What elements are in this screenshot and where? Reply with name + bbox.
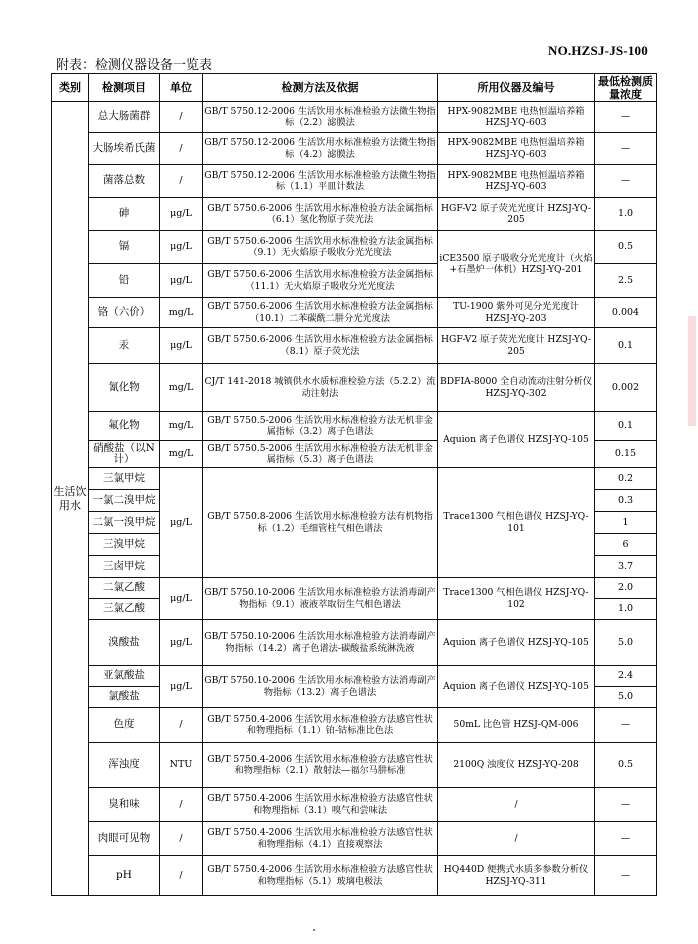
instrument-cell: 50mL 比色管 HZSJ-QM-006 bbox=[438, 708, 595, 743]
item-cell: 汞 bbox=[89, 328, 160, 364]
header-method: 检测方法及依据 bbox=[203, 74, 438, 102]
table-row bbox=[52, 856, 657, 896]
limit-cell: 1.0 bbox=[595, 198, 657, 231]
item-cell: 大肠埃希氏菌 bbox=[89, 133, 160, 165]
table-row bbox=[52, 743, 657, 788]
item-cell: 铬（六价） bbox=[89, 298, 160, 328]
method-cell: GB/T 5750.12-2006 生活饮用水标准检验方法微生物指标（2.2）滤膜法 bbox=[203, 102, 438, 133]
method-cell: GB/T 5750.8-2006 生活饮用水标准检验方法有机物指标（1.2）毛细管柱气相色谱法 bbox=[203, 468, 438, 578]
method-cell: GB/T 5750.6-2006 生活饮用水标准检验方法金属指标 （10.1）二苯碳酰二肼分光光度法 bbox=[203, 298, 438, 328]
method-cell: GB/T 5750.10-2006 生活饮用水标准检验方法消毒副产物指标（9.1）液液萃取衍生气相色谱法 bbox=[203, 578, 438, 620]
category-cell: 生活饮用水 bbox=[52, 102, 89, 896]
item-cell: 氰化物 bbox=[89, 364, 160, 412]
unit-cell: μg/L bbox=[160, 231, 203, 264]
instrument-cell: HGF-V2 原子荧光光度计 HZSJ-YQ-205 bbox=[438, 198, 595, 231]
scan-mark bbox=[313, 929, 315, 931]
table-row bbox=[52, 364, 657, 412]
unit-cell: mg/L bbox=[160, 412, 203, 441]
item-cell: 肉眼可见物 bbox=[89, 822, 160, 856]
instrument-cell: Trace1300 气相色谱仪 HZSJ-YQ-101 bbox=[438, 468, 595, 578]
instrument-cell: Aquion 离子色谱仪 HZSJ-YQ-105 bbox=[438, 666, 595, 708]
limit-cell: — bbox=[595, 165, 657, 198]
table-row bbox=[52, 298, 657, 328]
instrument-cell: HGF-V2 原子荧光光度计 HZSJ-YQ-205 bbox=[438, 328, 595, 364]
limit-cell: — bbox=[595, 708, 657, 743]
item-cell: 二氯一溴甲烷 bbox=[89, 512, 160, 534]
header-row bbox=[52, 74, 657, 102]
unit-cell: μg/L bbox=[160, 666, 203, 708]
method-cell: GB/T 5750.4-2006 生活饮用水标准检验方法感官性状和物理指标（4.1）直接观察法 bbox=[203, 822, 438, 856]
unit-cell: μg/L bbox=[160, 328, 203, 364]
instrument-cell: / bbox=[438, 822, 595, 856]
seal-stamp-fragment bbox=[688, 316, 696, 426]
method-cell: GB/T 5750.5-2006 生活饮用水标准检验方法无机非金属指标（5.3）离子色谱法 bbox=[203, 441, 438, 468]
item-cell: 三卤甲烷 bbox=[89, 556, 160, 578]
method-cell: CJ/T 141-2018 城镇供水水质标准检验方法（5.2.2）流动注射法 bbox=[203, 364, 438, 412]
table-row bbox=[52, 708, 657, 743]
unit-cell: / bbox=[160, 822, 203, 856]
table-row bbox=[52, 102, 657, 133]
method-cell: GB/T 5750.12-2006 生活饮用水标准检验方法微生物指标（4.2）滤膜法 bbox=[203, 133, 438, 165]
limit-cell: 1.0 bbox=[595, 599, 657, 620]
limit-cell: 0.2 bbox=[595, 468, 657, 490]
unit-cell: / bbox=[160, 133, 203, 165]
limit-cell: 0.1 bbox=[595, 328, 657, 364]
instrument-cell: HQ440D 便携式水质多参数分析仪 HZSJ-YQ-311 bbox=[438, 856, 595, 896]
limit-cell: 2.0 bbox=[595, 578, 657, 599]
instrument-cell: Trace1300 气相色谱仪 HZSJ-YQ-102 bbox=[438, 578, 595, 620]
table-row bbox=[52, 822, 657, 856]
instrument-cell: Aquion 离子色谱仪 HZSJ-YQ-105 bbox=[438, 412, 595, 468]
table-row bbox=[52, 620, 657, 666]
table-row bbox=[52, 788, 657, 822]
item-cell: 一氯二溴甲烷 bbox=[89, 490, 160, 512]
item-cell: 亚氯酸盐 bbox=[89, 666, 160, 687]
limit-cell: 0.15 bbox=[595, 441, 657, 468]
item-cell: 硝酸盐（以N计） bbox=[89, 441, 160, 468]
table-row bbox=[52, 231, 657, 264]
instrument-cell: Aquion 离子色谱仪 HZSJ-YQ-105 bbox=[438, 620, 595, 666]
method-cell: GB/T 5750.4-2006 生活饮用水标准检验方法感官性状和物理指标（1.1）铂-钴标准比色法 bbox=[203, 708, 438, 743]
method-cell: GB/T 5750.12-2006 生活饮用水标准检验方法微生物指标（1.1）平皿计数法 bbox=[203, 165, 438, 198]
unit-cell: / bbox=[160, 788, 203, 822]
item-cell: 三氯乙酸 bbox=[89, 599, 160, 620]
item-cell: 总大肠菌群 bbox=[89, 102, 160, 133]
limit-cell: — bbox=[595, 133, 657, 165]
limit-cell: — bbox=[595, 102, 657, 133]
item-cell: 臭和味 bbox=[89, 788, 160, 822]
instrument-cell: HPX-9082MBE 电热恒温培养箱 HZSJ-YQ-603 bbox=[438, 102, 595, 133]
item-cell: 砷 bbox=[89, 198, 160, 231]
unit-cell: μg/L bbox=[160, 578, 203, 620]
unit-cell: / bbox=[160, 165, 203, 198]
item-cell: 三溴甲烷 bbox=[89, 534, 160, 556]
limit-cell: 0.002 bbox=[595, 364, 657, 412]
method-cell: GB/T 5750.4-2006 生活饮用水标准检验方法感官性状和物理指标（3.1）嗅气和尝味法 bbox=[203, 788, 438, 822]
table-row bbox=[52, 412, 657, 441]
limit-cell: 0.5 bbox=[595, 743, 657, 788]
item-cell: 氯酸盐 bbox=[89, 687, 160, 708]
method-cell: GB/T 5750.6-2006 生活饮用水标准检验方法金属指标（6.1）氢化物原子荧光法 bbox=[203, 198, 438, 231]
limit-cell: 1 bbox=[595, 512, 657, 534]
limit-cell: 0.3 bbox=[595, 490, 657, 512]
unit-cell: / bbox=[160, 856, 203, 896]
unit-cell: mg/L bbox=[160, 441, 203, 468]
header-limit: 最低检测质量浓度 bbox=[595, 74, 657, 102]
unit-cell: / bbox=[160, 102, 203, 133]
method-cell: GB/T 5750.6-2006 生活饮用水标准检验方法金属指标（8.1）原子荧光法 bbox=[203, 328, 438, 364]
instrument-cell: HPX-9082MBE 电热恒温培养箱 HZSJ-YQ-603 bbox=[438, 133, 595, 165]
item-cell: 镉 bbox=[89, 231, 160, 264]
header-unit: 单位 bbox=[160, 74, 203, 102]
table-row bbox=[52, 578, 657, 599]
item-cell: 铅 bbox=[89, 264, 160, 298]
item-cell: 色度 bbox=[89, 708, 160, 743]
document-number: NO.HZSJ-JS-100 bbox=[548, 43, 648, 58]
limit-cell: — bbox=[595, 822, 657, 856]
unit-cell: / bbox=[160, 708, 203, 743]
item-cell: 三氯甲烷 bbox=[89, 468, 160, 490]
item-cell: pH bbox=[89, 856, 160, 896]
item-cell: 菌落总数 bbox=[89, 165, 160, 198]
table-row bbox=[52, 328, 657, 364]
table-row bbox=[52, 165, 657, 198]
limit-cell: 0.004 bbox=[595, 298, 657, 328]
header-category: 类别 bbox=[52, 74, 89, 102]
method-cell: GB/T 5750.6-2006 生活饮用水标准检验方法金属指标（11.1）无火焰原子吸收分光光度法 bbox=[203, 264, 438, 298]
header-item: 检测项目 bbox=[89, 74, 160, 102]
instrument-cell: / bbox=[438, 788, 595, 822]
unit-cell: μg/L bbox=[160, 264, 203, 298]
method-cell: GB/T 5750.6-2006 生活饮用水标准检验方法金属指标（9.1）无火焰原子吸收分光光度法 bbox=[203, 231, 438, 264]
instrument-cell: 2100Q 浊度仪 HZSJ-YQ-208 bbox=[438, 743, 595, 788]
unit-cell: mg/L bbox=[160, 298, 203, 328]
item-cell: 氟化物 bbox=[89, 412, 160, 441]
method-cell: GB/T 5750.4-2006 生活饮用水标准检验方法感官性状和物理指标（2.1）散射法—福尔马肼标准 bbox=[203, 743, 438, 788]
method-cell: GB/T 5750.10-2006 生活饮用水标准检验方法消毒副产物指标（13.2）离子色谱法 bbox=[203, 666, 438, 708]
unit-cell: mg/L bbox=[160, 364, 203, 412]
table-row bbox=[52, 666, 657, 687]
limit-cell: 3.7 bbox=[595, 556, 657, 578]
limit-cell: — bbox=[595, 856, 657, 896]
method-cell: GB/T 5750.10-2006 生活饮用水标准检验方法消毒副产物指标（14.2）离子色谱法-碳酸盐系统淋洗液 bbox=[203, 620, 438, 666]
limit-cell: 5.0 bbox=[595, 687, 657, 708]
header-instrument: 所用仪器及编号 bbox=[438, 74, 595, 102]
instrument-cell: BDFIA-8000 全自动流动注射分析仪 HZSJ-YQ-302 bbox=[438, 364, 595, 412]
unit-cell: μg/L bbox=[160, 198, 203, 231]
limit-cell: 2.4 bbox=[595, 666, 657, 687]
item-cell: 浑浊度 bbox=[89, 743, 160, 788]
limit-cell: 0.5 bbox=[595, 231, 657, 264]
item-cell: 二氯乙酸 bbox=[89, 578, 160, 599]
table-row bbox=[52, 198, 657, 231]
table-caption: 附表：检测仪器设备一览表 bbox=[56, 58, 213, 73]
method-cell: GB/T 5750.4-2006 生活饮用水标准检验方法感官性状和物理指标（5.1）玻璃电极法 bbox=[203, 856, 438, 896]
unit-cell: μg/L bbox=[160, 620, 203, 666]
instrument-table bbox=[51, 73, 657, 896]
unit-cell: μg/L bbox=[160, 468, 203, 578]
limit-cell: — bbox=[595, 788, 657, 822]
limit-cell: 2.5 bbox=[595, 264, 657, 298]
instrument-cell: HPX-9082MBE 电热恒温培养箱 HZSJ-YQ-603 bbox=[438, 165, 595, 198]
limit-cell: 6 bbox=[595, 534, 657, 556]
table-row bbox=[52, 468, 657, 490]
unit-cell: NTU bbox=[160, 743, 203, 788]
method-cell: GB/T 5750.5-2006 生活饮用水标准检验方法无机非金属指标（3.2）离子色谱法 bbox=[203, 412, 438, 441]
item-cell: 溴酸盐 bbox=[89, 620, 160, 666]
limit-cell: 0.1 bbox=[595, 412, 657, 441]
table-row bbox=[52, 133, 657, 165]
instrument-cell: iCE3500 原子吸收分光光度计（火焰+石墨炉一体机）HZSJ-YQ-201 bbox=[438, 231, 595, 298]
limit-cell: 5.0 bbox=[595, 620, 657, 666]
instrument-cell: TU-1900 紫外可见分光光度计 HZSJ-YQ-203 bbox=[438, 298, 595, 328]
